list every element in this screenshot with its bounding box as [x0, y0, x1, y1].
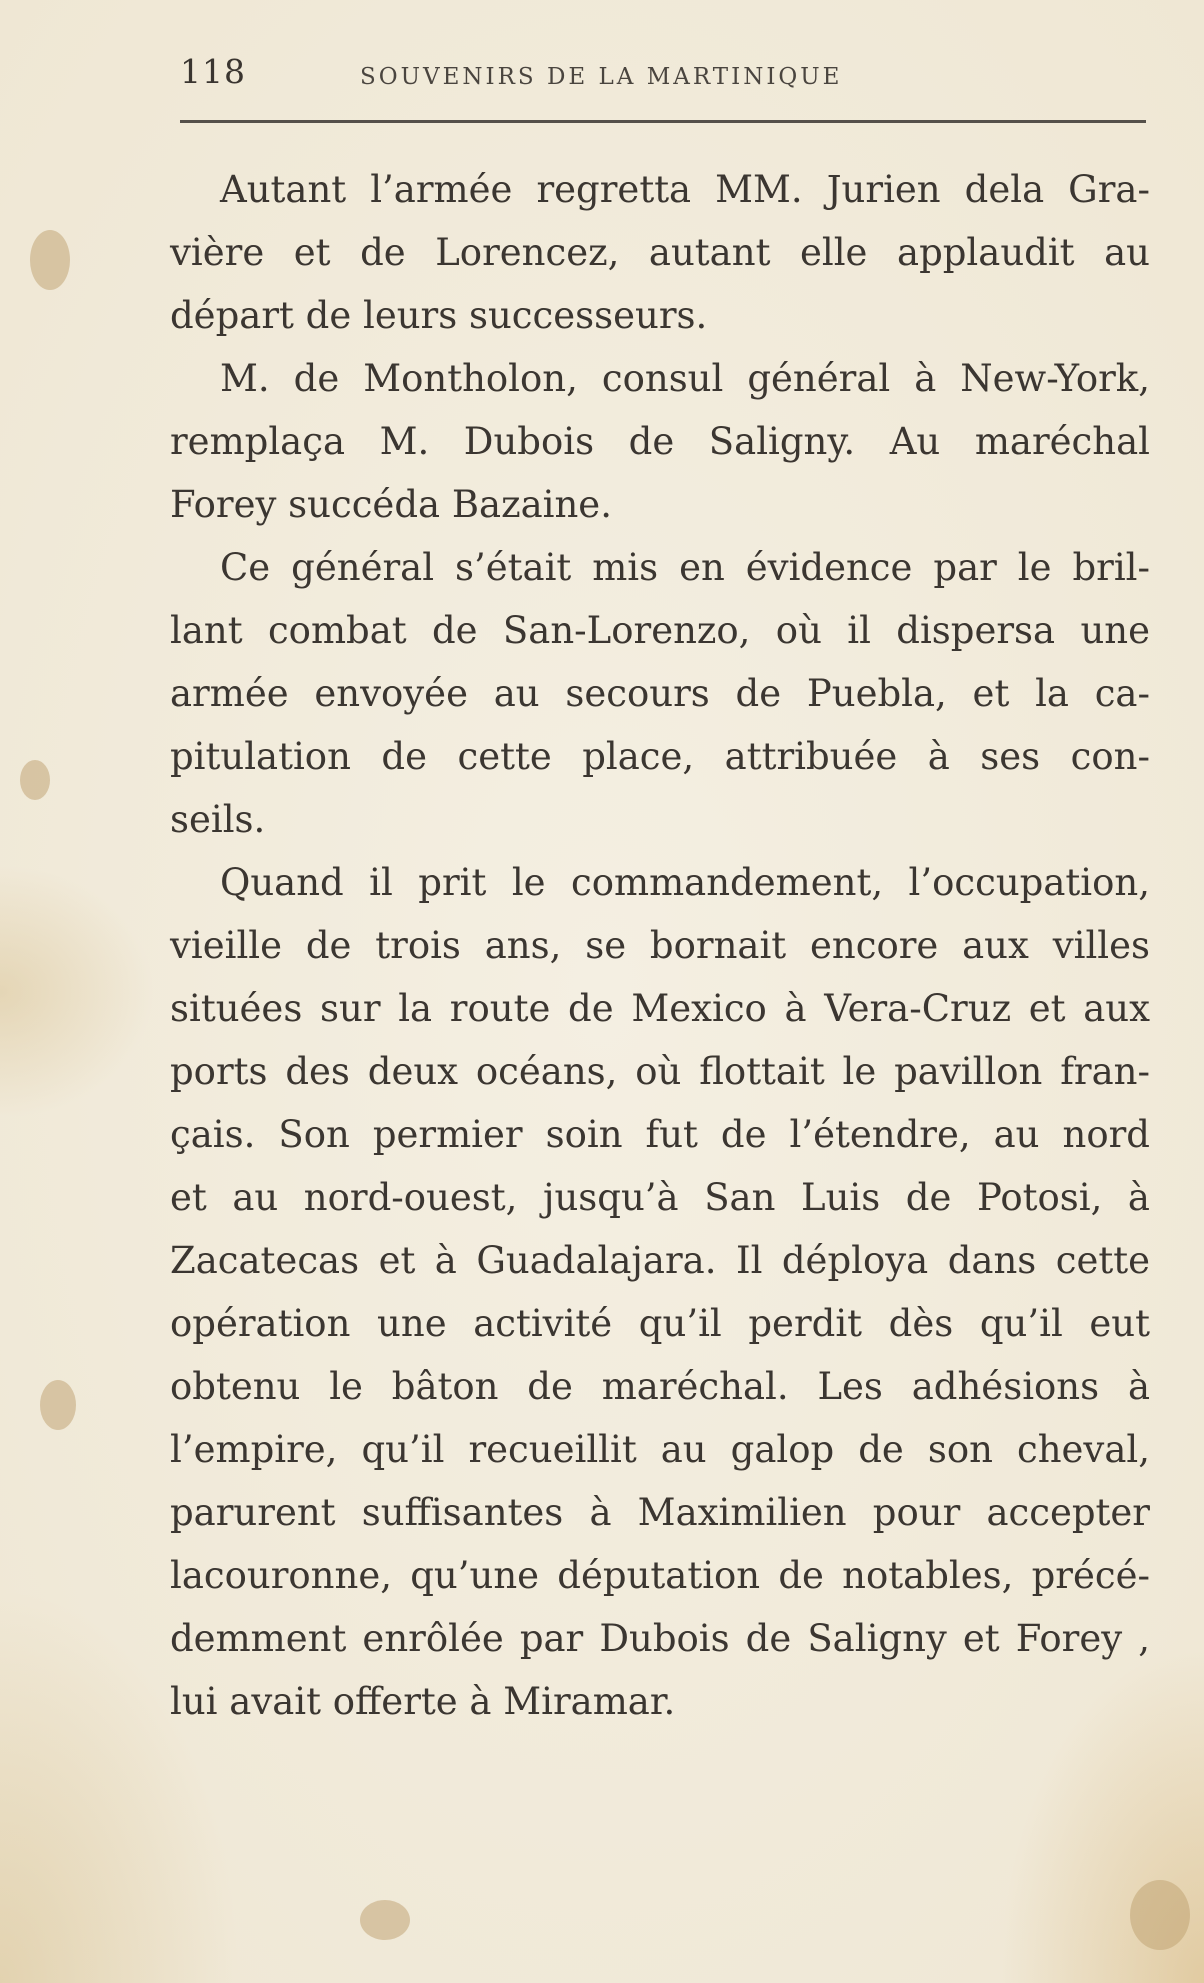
text-line: vieille de trois ans, se bornait encore aux villes: [170, 924, 1150, 967]
running-title: SOUVENIRS DE LA MARTINIQUE: [360, 64, 843, 90]
text-line: l’empire, qu’il recueillit au galop de son cheval,: [170, 1428, 1150, 1471]
text-line: armée envoyée au secours de Puebla, et la ca-: [170, 672, 1150, 715]
text-line: lant combat de San-Lorenzo, où il dispersa une: [170, 609, 1150, 652]
page-header: [180, 52, 1146, 102]
text-line: vière et de Lorencez, autant elle applaudit au: [170, 231, 1150, 274]
text-line: çais. Son permier soin fut de l’étendre, au nord: [170, 1113, 1150, 1156]
text-line: départ de leurs successeurs.: [170, 294, 708, 337]
text-line: Quand il prit le commandement, l’occupation,: [220, 861, 1150, 904]
text-line: situées sur la route de Mexico à Vera-Cruz et aux: [170, 987, 1150, 1030]
text-line: obtenu le bâton de maréchal. Les adhésions à: [170, 1365, 1150, 1408]
text-line: Zacatecas et à Guadalajara. Il déploya dans cette: [170, 1239, 1150, 1282]
text-line: pitulation de cette place, attribuée à ses con-: [170, 735, 1150, 778]
text-line: lui avait offerte à Miramar.: [170, 1680, 676, 1723]
text-line: M. de Montholon, consul général à New-York,: [220, 357, 1150, 400]
text-line: Ce général s’était mis en évidence par le bril-: [220, 546, 1150, 589]
text-line: seils.: [170, 798, 266, 841]
text-line: et au nord-ouest, jusqu’à San Luis de Potosi, à: [170, 1176, 1150, 1219]
paper-stain: [1130, 1880, 1190, 1950]
text-line: ports des deux océans, où flottait le pavillon fran-: [170, 1050, 1150, 1093]
text-line: parurent suffisantes à Maximilien pour accepter: [170, 1491, 1150, 1534]
paper-stain: [20, 760, 50, 800]
header-rule: [180, 120, 1146, 123]
text-line: demment enrôlée par Dubois de Saligny et Forey ,: [170, 1617, 1150, 1660]
text-line: Forey succéda Bazaine.: [170, 483, 612, 526]
text-line: Autant l’armée regretta MM. Jurien dela Gra-: [220, 168, 1150, 211]
text-line: lacouronne, qu’une députation de notables, précé-: [170, 1554, 1150, 1597]
text-line: opération une activité qu’il perdit dès qu’il eut: [170, 1302, 1150, 1345]
paper-stain: [30, 230, 70, 290]
paper-stain: [40, 1380, 76, 1430]
text-line: remplaça M. Dubois de Saligny. Au maréchal: [170, 420, 1150, 463]
body-text: [170, 158, 1150, 1733]
page-number: 118: [180, 52, 246, 91]
paper-stain: [360, 1900, 410, 1940]
